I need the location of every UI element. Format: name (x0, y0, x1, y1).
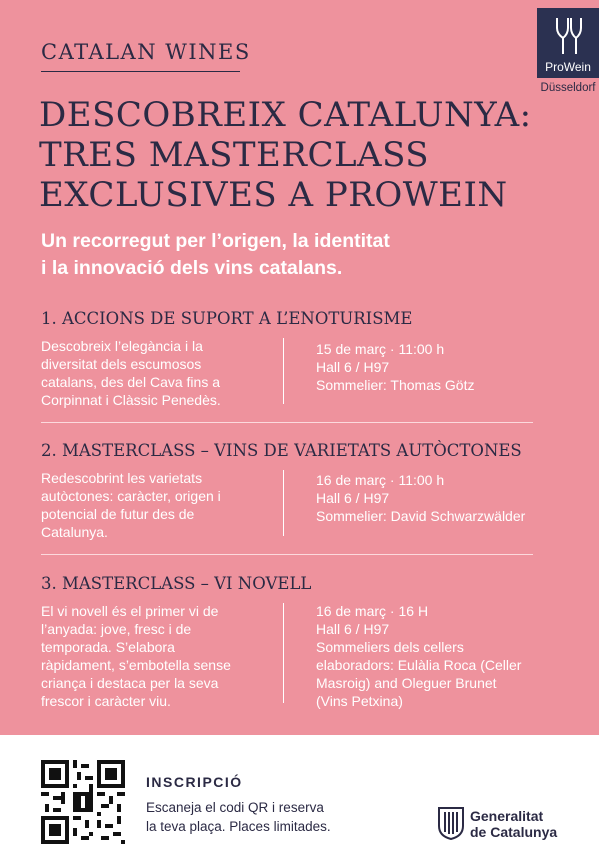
info-date: 15 de març · 11:00 h (316, 341, 445, 357)
session-1-title: 1. ACCIONS DE SUPORT A L’ENOTURISME (41, 309, 413, 328)
registration-text (146, 798, 331, 836)
info-location: Hall 6 / H97 (316, 359, 390, 375)
generalitat-line: de Catalunya (470, 824, 558, 840)
registration-line: Escaneja el codi QR i reserva (146, 800, 324, 815)
info-sommelier: Sommeliers dels cellers (316, 639, 464, 655)
registration-line: la teva plaça. Places limitades. (146, 819, 331, 834)
brand-title: CATALAN WINES (41, 40, 251, 64)
info-location: Hall 6 / H97 (316, 490, 390, 506)
desc-line: l’anyada: jove, fresc i de (41, 621, 192, 637)
session-3-description (41, 602, 261, 710)
desc-line: Redescobrint les varietats (41, 470, 203, 486)
session-2-info (316, 471, 556, 525)
session-3-divider (283, 603, 284, 703)
info-sommelier: elaboradors: Eulàlia Roca (Celler (316, 657, 522, 673)
desc-line: autòctones: caràcter, origen i (41, 488, 221, 504)
desc-line: Descobreix l’elegància i la (41, 338, 203, 354)
desc-line: ràpidament, s’embotella sense (41, 657, 231, 673)
prowein-logo (537, 8, 599, 78)
session-1-divider (283, 338, 284, 404)
generalitat-line: Generalitat (470, 808, 544, 824)
headline-line: DESCOBREIX CATALUNYA: (39, 95, 532, 135)
desc-line: frescor i caràcter viu. (41, 693, 171, 709)
lead-line: Un recorregut per l’origen, la identitat (41, 230, 390, 252)
session-2-divider (283, 470, 284, 536)
info-date: 16 de març · 16 H (316, 603, 429, 619)
info-sommelier: (Vins Petxina) (316, 693, 403, 709)
desc-line: Corpinnat i Clàssic Penedès. (41, 392, 221, 408)
desc-line: criança i destaca per la seva (41, 675, 219, 691)
generalitat-name (470, 808, 557, 840)
headline (39, 95, 559, 215)
info-sommelier: Masroig) and Oleguer Brunet (316, 675, 497, 691)
desc-line: diversitat dels escumosos (41, 356, 202, 372)
generalitat-emblem-icon (437, 806, 465, 840)
session-2-title: 2. MASTERCLASS – VINS DE VARIETATS AUTÒCTONES (41, 441, 522, 460)
desc-line: Catalunya. (41, 524, 108, 540)
session-1-description (41, 337, 261, 409)
section-separator (41, 422, 533, 423)
session-2-description (41, 469, 261, 541)
headline-line: EXCLUSIVES A PROWEIN (39, 175, 508, 215)
lead-line: i la innovació dels vins catalans. (41, 257, 343, 279)
qr-code-icon[interactable] (41, 760, 125, 844)
section-separator (41, 554, 533, 555)
bottles-logo-icon (537, 12, 599, 62)
lead-text (41, 228, 561, 282)
session-1-info (316, 340, 556, 394)
info-location: Hall 6 / H97 (316, 621, 390, 637)
info-date: 16 de març · 11:00 h (316, 472, 445, 488)
session-3-title: 3. MASTERCLASS – VI NOVELL (41, 574, 312, 593)
desc-line: catalans, des del Cava fins a (41, 374, 220, 390)
session-3-info (316, 602, 556, 710)
registration-title: INSCRIPCIÓ (146, 774, 243, 790)
brand-underline (41, 71, 240, 72)
headline-line: TRES MASTERCLASS (39, 135, 430, 175)
prowein-city: Düsseldorf (540, 82, 596, 94)
desc-line: temporada. S’elabora (41, 639, 175, 655)
desc-line: El vi novell és el primer vi de (41, 603, 219, 619)
desc-line: potencial de futur des de (41, 506, 195, 522)
info-sommelier: Sommelier: David Schwarzwälder (316, 508, 526, 524)
prowein-name: ProWein (545, 60, 591, 74)
info-sommelier: Sommelier: Thomas Götz (316, 377, 475, 393)
